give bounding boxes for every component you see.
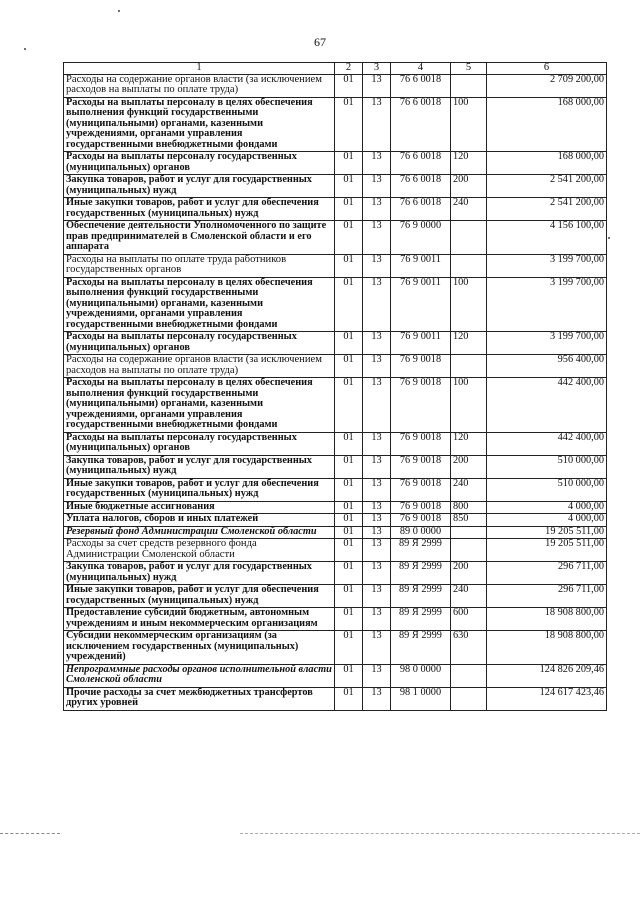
scan-dashed-line-left [0, 833, 60, 834]
cell-c: 76 6 0018 [391, 74, 451, 97]
cell-description: Закупка товаров, работ и услуг для государственных (муниципальных) нужд [64, 562, 335, 585]
cell-description: Расходы на выплаты персоналу в целях обеспечения выполнения функций государственными (муниципальными) органами, казенными учреждениями, органами управления государственными внебюджетными фондами [64, 277, 335, 332]
table-row [64, 562, 607, 585]
cell-description: Обеспечение деятельности Уполномоченного по защите прав предпринимателей в Смоленской области и его аппарата [64, 221, 335, 255]
cell-c: 76 6 0018 [391, 152, 451, 175]
table-row [64, 152, 607, 175]
cell-c: 89 Я 2999 [391, 562, 451, 585]
cell-b: 13 [363, 432, 391, 455]
cell-description: Предоставление субсидий бюджетным, автономным учреждениям и иным некоммерческим организациям [64, 608, 335, 631]
table-row [64, 378, 607, 433]
cell-b: 13 [363, 539, 391, 562]
cell-e: 4 000,00 [487, 501, 607, 514]
cell-b: 13 [363, 514, 391, 527]
cell-description: Расходы на выплаты персоналу в целях обеспечения выполнения функций государственными (муниципальными) органами, казенными учреждениями, органами управления государственными внебюджетными фондами [64, 378, 335, 433]
cell-description: Расходы на выплаты по оплате труда работников государственных органов [64, 254, 335, 277]
cell-e: 4 156 100,00 [487, 221, 607, 255]
cell-b: 13 [363, 355, 391, 378]
cell-description: Закупка товаров, работ и услуг для государственных (муниципальных) нужд [64, 175, 335, 198]
cell-a: 01 [335, 97, 363, 152]
table-row [64, 514, 607, 527]
header-col-1: 1 [64, 63, 335, 75]
cell-e: 124 617 423,46 [487, 687, 607, 710]
table-row [64, 631, 607, 665]
cell-d: 850 [451, 514, 487, 527]
cell-d [451, 254, 487, 277]
cell-description: Иные закупки товаров, работ и услуг для обеспечения государственных (муниципальных) нужд [64, 198, 335, 221]
cell-c: 98 1 0000 [391, 687, 451, 710]
cell-d: 200 [451, 562, 487, 585]
scan-speck [24, 48, 26, 50]
table-row [64, 585, 607, 608]
table-row [64, 526, 607, 539]
cell-b: 13 [363, 378, 391, 433]
cell-a: 01 [335, 74, 363, 97]
cell-d: 200 [451, 175, 487, 198]
table-row [64, 97, 607, 152]
cell-d: 600 [451, 608, 487, 631]
cell-e: 18 908 800,00 [487, 631, 607, 665]
cell-d: 120 [451, 432, 487, 455]
cell-description: Прочие расходы за счет межбюджетных трансфертов других уровней [64, 687, 335, 710]
cell-a: 01 [335, 378, 363, 433]
cell-d: 240 [451, 478, 487, 501]
cell-c: 76 6 0018 [391, 175, 451, 198]
page-number: 67 [314, 35, 326, 49]
cell-b: 13 [363, 478, 391, 501]
cell-description: Расходы на выплаты персоналу государственных (муниципальных) органов [64, 432, 335, 455]
cell-d: 200 [451, 455, 487, 478]
table-row [64, 455, 607, 478]
cell-c: 89 Я 2999 [391, 608, 451, 631]
cell-c: 76 9 0018 [391, 501, 451, 514]
budget-table [63, 62, 607, 711]
table-row [64, 221, 607, 255]
cell-d [451, 664, 487, 687]
cell-d [451, 539, 487, 562]
cell-b: 13 [363, 97, 391, 152]
cell-d [451, 221, 487, 255]
cell-c: 76 9 0018 [391, 355, 451, 378]
cell-c: 76 6 0018 [391, 97, 451, 152]
header-col-3: 3 [363, 63, 391, 75]
cell-description: Непрограммные расходы органов исполнительной власти Смоленской области [64, 664, 335, 687]
scan-speck [608, 237, 610, 239]
header-col-6: 6 [487, 63, 607, 75]
table-row [64, 664, 607, 687]
cell-e: 442 400,00 [487, 378, 607, 433]
cell-c: 89 Я 2999 [391, 631, 451, 665]
cell-c: 76 9 0011 [391, 277, 451, 332]
table-body [64, 74, 607, 710]
cell-e: 168 000,00 [487, 97, 607, 152]
table-row [64, 198, 607, 221]
header-col-5: 5 [451, 63, 487, 75]
cell-a: 01 [335, 539, 363, 562]
cell-a: 01 [335, 152, 363, 175]
cell-a: 01 [335, 526, 363, 539]
cell-a: 01 [335, 432, 363, 455]
cell-e: 2 541 200,00 [487, 175, 607, 198]
cell-e: 4 000,00 [487, 514, 607, 527]
cell-a: 01 [335, 198, 363, 221]
cell-e: 3 199 700,00 [487, 332, 607, 355]
cell-description: Иные закупки товаров, работ и услуг для обеспечения государственных (муниципальных) нужд [64, 478, 335, 501]
cell-b: 13 [363, 332, 391, 355]
cell-e: 19 205 511,00 [487, 539, 607, 562]
cell-c: 76 9 0018 [391, 378, 451, 433]
cell-e: 19 205 511,00 [487, 526, 607, 539]
cell-e: 442 400,00 [487, 432, 607, 455]
cell-description: Уплата налогов, сборов и иных платежей [64, 514, 335, 527]
cell-e: 3 199 700,00 [487, 254, 607, 277]
cell-e: 2 709 200,00 [487, 74, 607, 97]
scan-dashed-line-right [240, 833, 640, 834]
table-row [64, 501, 607, 514]
table-row [64, 254, 607, 277]
cell-d [451, 355, 487, 378]
cell-c: 76 9 0018 [391, 478, 451, 501]
cell-a: 01 [335, 514, 363, 527]
cell-d: 240 [451, 585, 487, 608]
cell-c: 76 9 0018 [391, 432, 451, 455]
cell-c: 76 9 0018 [391, 455, 451, 478]
header-col-4: 4 [391, 63, 451, 75]
table-row [64, 277, 607, 332]
cell-e: 18 908 800,00 [487, 608, 607, 631]
cell-c: 89 Я 2999 [391, 585, 451, 608]
cell-a: 01 [335, 254, 363, 277]
cell-d: 630 [451, 631, 487, 665]
cell-c: 76 9 0018 [391, 514, 451, 527]
table-row [64, 687, 607, 710]
table-row [64, 432, 607, 455]
cell-a: 01 [335, 355, 363, 378]
cell-e: 510 000,00 [487, 455, 607, 478]
table-row [64, 355, 607, 378]
cell-d [451, 687, 487, 710]
cell-c: 98 0 0000 [391, 664, 451, 687]
cell-d: 120 [451, 152, 487, 175]
cell-c: 76 6 0018 [391, 198, 451, 221]
cell-a: 01 [335, 478, 363, 501]
table-row [64, 478, 607, 501]
cell-description: Иные бюджетные ассигнования [64, 501, 335, 514]
cell-c: 89 Я 2999 [391, 539, 451, 562]
cell-a: 01 [335, 585, 363, 608]
table-row [64, 74, 607, 97]
cell-e: 2 541 200,00 [487, 198, 607, 221]
cell-d: 800 [451, 501, 487, 514]
cell-d: 100 [451, 97, 487, 152]
cell-e: 956 400,00 [487, 355, 607, 378]
table-row [64, 332, 607, 355]
cell-e: 168 000,00 [487, 152, 607, 175]
cell-description: Расходы на выплаты персоналу государственных (муниципальных) органов [64, 332, 335, 355]
cell-b: 13 [363, 198, 391, 221]
cell-b: 13 [363, 175, 391, 198]
cell-a: 01 [335, 631, 363, 665]
cell-e: 296 711,00 [487, 585, 607, 608]
cell-b: 13 [363, 562, 391, 585]
cell-a: 01 [335, 455, 363, 478]
cell-description: Расходы на содержание органов власти (за исключением расходов на выплаты по оплате труда) [64, 355, 335, 378]
cell-b: 13 [363, 277, 391, 332]
cell-a: 01 [335, 687, 363, 710]
table-row [64, 175, 607, 198]
cell-b: 13 [363, 526, 391, 539]
cell-b: 13 [363, 501, 391, 514]
cell-b: 13 [363, 631, 391, 665]
cell-a: 01 [335, 501, 363, 514]
cell-c: 76 9 0011 [391, 332, 451, 355]
cell-description: Иные закупки товаров, работ и услуг для обеспечения государственных (муниципальных) нужд [64, 585, 335, 608]
cell-a: 01 [335, 332, 363, 355]
cell-b: 13 [363, 687, 391, 710]
cell-c: 89 0 0000 [391, 526, 451, 539]
cell-d: 120 [451, 332, 487, 355]
cell-b: 13 [363, 74, 391, 97]
cell-b: 13 [363, 455, 391, 478]
table-row [64, 539, 607, 562]
cell-d: 240 [451, 198, 487, 221]
cell-e: 3 199 700,00 [487, 277, 607, 332]
header-row [64, 63, 607, 75]
cell-b: 13 [363, 254, 391, 277]
cell-c: 76 9 0000 [391, 221, 451, 255]
cell-e: 124 826 209,46 [487, 664, 607, 687]
cell-a: 01 [335, 175, 363, 198]
table-row [64, 608, 607, 631]
cell-description: Расходы за счет средств резервного фонда Администрации Смоленской области [64, 539, 335, 562]
cell-description: Субсидии некоммерческим организациям (за исключением государственных (муниципальных) учреждений) [64, 631, 335, 665]
cell-a: 01 [335, 664, 363, 687]
cell-b: 13 [363, 585, 391, 608]
cell-description: Расходы на выплаты персоналу в целях обеспечения выполнения функций государственными (муниципальными) органами, казенными учреждениями, органами управления государственными внебюджетными фондами [64, 97, 335, 152]
cell-b: 13 [363, 221, 391, 255]
cell-description: Расходы на содержание органов власти (за исключением расходов на выплаты по оплате труда) [64, 74, 335, 97]
cell-d: 100 [451, 378, 487, 433]
cell-d [451, 526, 487, 539]
cell-b: 13 [363, 664, 391, 687]
cell-d [451, 74, 487, 97]
cell-a: 01 [335, 562, 363, 585]
cell-a: 01 [335, 277, 363, 332]
scan-speck [118, 10, 120, 12]
header-col-2: 2 [335, 63, 363, 75]
cell-description: Закупка товаров, работ и услуг для государственных (муниципальных) нужд [64, 455, 335, 478]
table-header [64, 63, 607, 75]
cell-e: 510 000,00 [487, 478, 607, 501]
cell-b: 13 [363, 152, 391, 175]
cell-b: 13 [363, 608, 391, 631]
cell-description: Резервный фонд Администрации Смоленской области [64, 526, 335, 539]
cell-d: 100 [451, 277, 487, 332]
cell-e: 296 711,00 [487, 562, 607, 585]
cell-a: 01 [335, 221, 363, 255]
cell-a: 01 [335, 608, 363, 631]
cell-c: 76 9 0011 [391, 254, 451, 277]
cell-description: Расходы на выплаты персоналу государственных (муниципальных) органов [64, 152, 335, 175]
